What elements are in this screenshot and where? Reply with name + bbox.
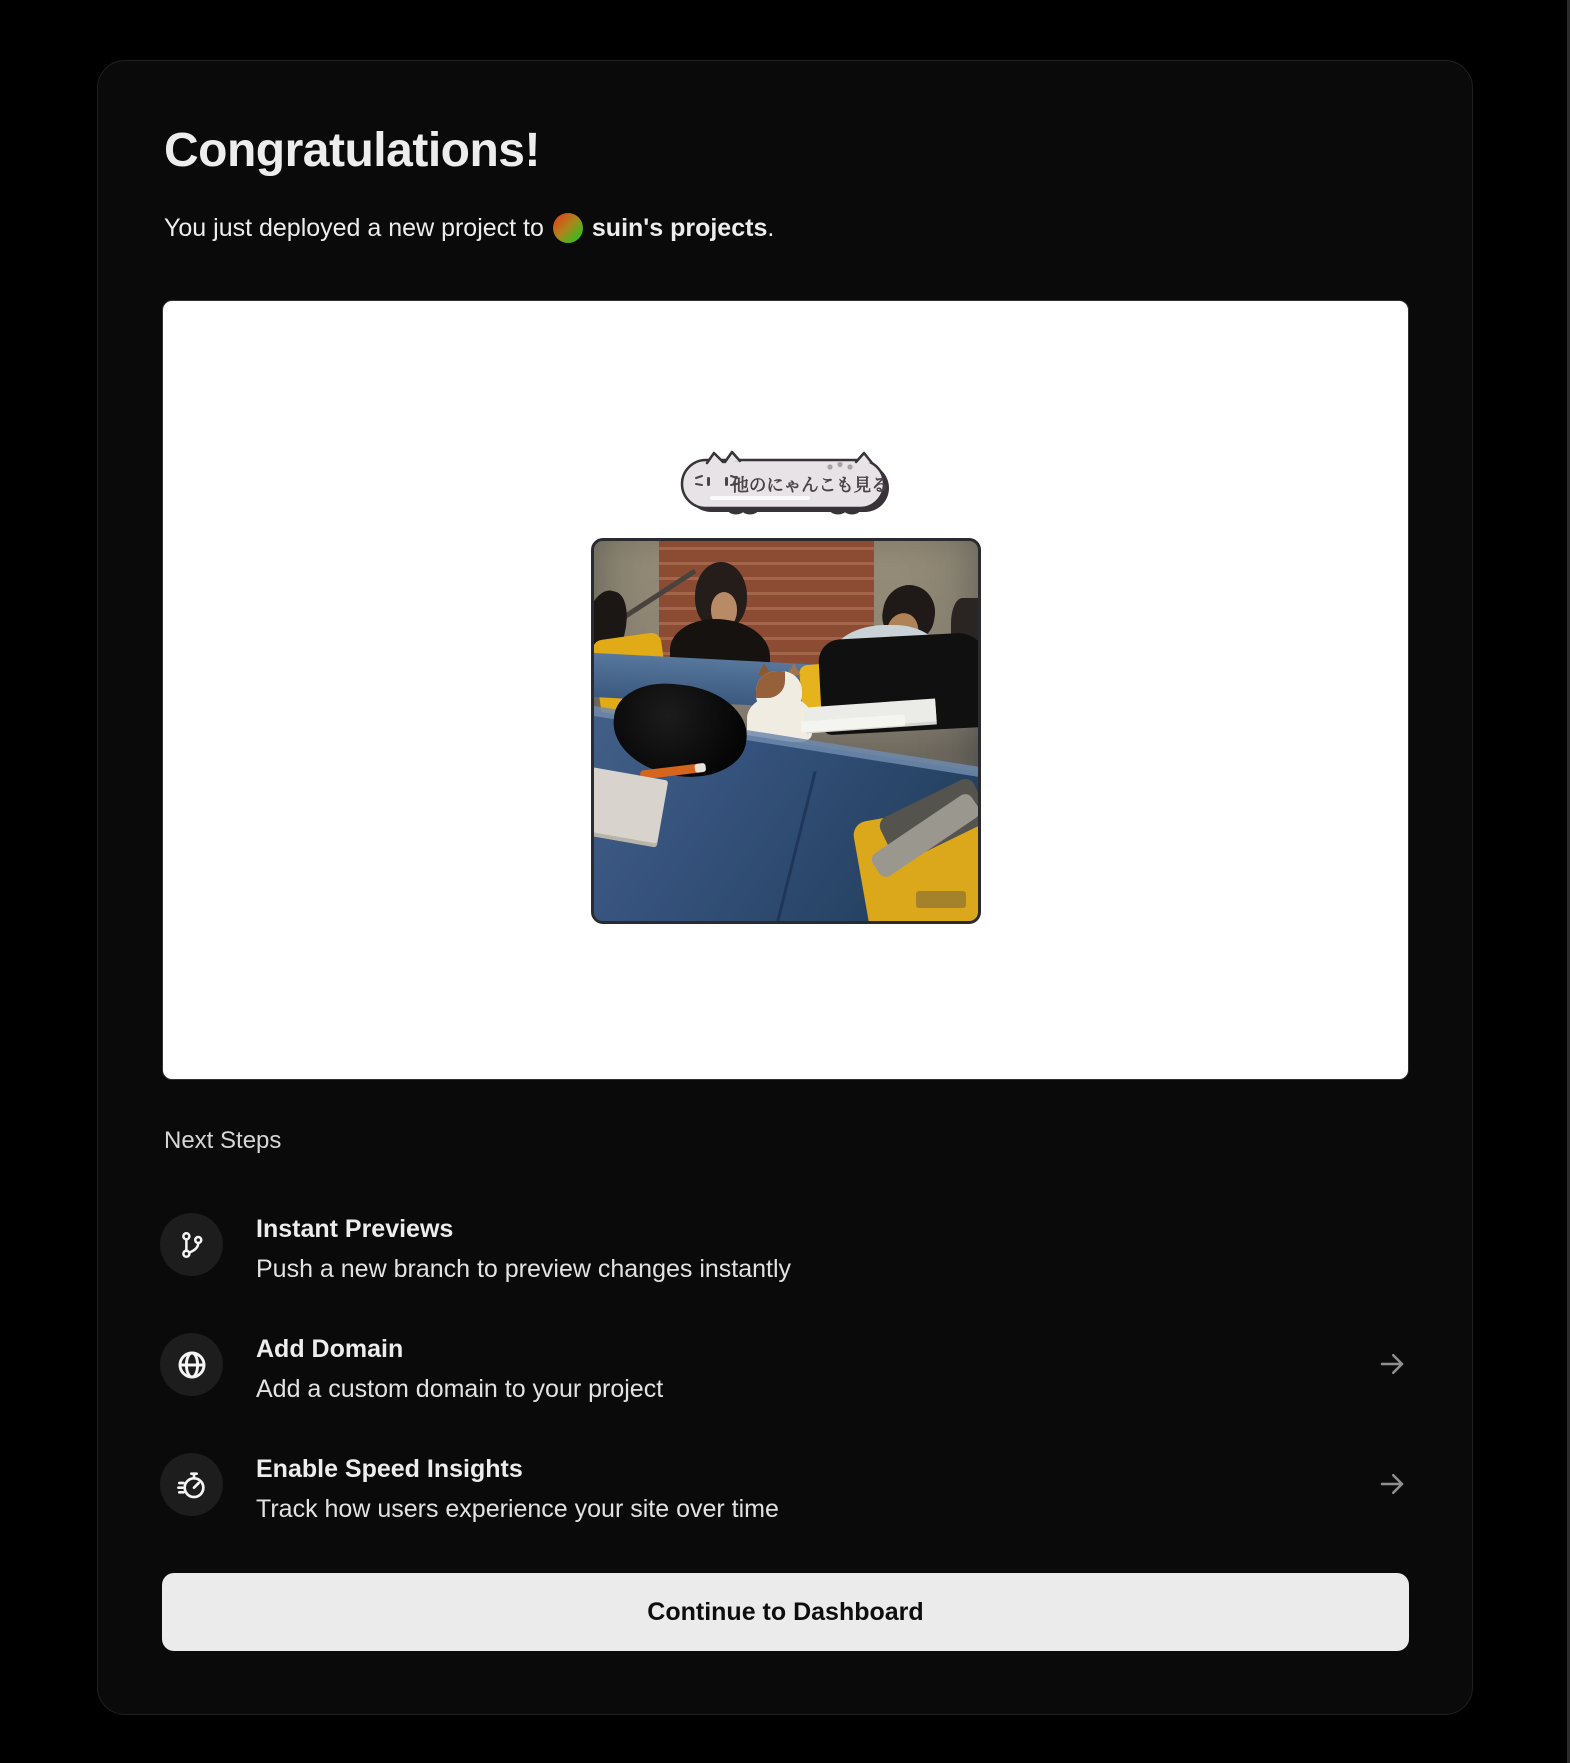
step-add-domain[interactable] xyxy=(160,1333,1412,1403)
team-name-wrap[interactable] xyxy=(592,211,774,245)
step-description: Add a custom domain to your project xyxy=(256,1375,664,1403)
next-steps-heading: Next Steps xyxy=(164,1127,282,1154)
step-title: Enable Speed Insights xyxy=(256,1455,523,1483)
continue-to-dashboard-button[interactable]: Continue to Dashboard xyxy=(162,1573,1409,1651)
globe-icon xyxy=(160,1333,223,1396)
photo-watermark xyxy=(916,891,966,908)
subtitle xyxy=(164,211,774,245)
cat-bubble-graphic xyxy=(680,450,892,518)
deploy-success-card xyxy=(97,60,1473,1715)
page-title: Congratulations! xyxy=(164,124,540,177)
arrow-right-icon[interactable] xyxy=(1377,1349,1407,1379)
step-texts xyxy=(256,1209,791,1289)
step-title: Add Domain xyxy=(256,1335,404,1363)
cat-speech-bubble-button[interactable] xyxy=(680,450,892,518)
arrow-right-icon[interactable] xyxy=(1377,1469,1407,1499)
cat-fur-patch xyxy=(756,671,784,698)
step-description: Track how users experience your site over time xyxy=(256,1495,779,1523)
step-title: Instant Previews xyxy=(256,1215,454,1243)
white-notebook xyxy=(591,766,668,847)
git-branch-icon xyxy=(160,1213,223,1276)
subtitle-prefix: You just deployed a new project to xyxy=(164,214,544,242)
subtitle-period: . xyxy=(767,214,775,242)
team-avatar[interactable] xyxy=(553,213,583,243)
cat-bubble-label: 他のにゃんこも見る xyxy=(730,475,889,495)
classroom-cat-photo xyxy=(591,538,981,924)
stopwatch-icon xyxy=(160,1453,223,1516)
cat-head xyxy=(756,671,802,715)
step-texts xyxy=(256,1329,663,1409)
step-enable-speed-insights[interactable] xyxy=(160,1453,1412,1523)
step-instant-previews xyxy=(160,1213,1412,1283)
team-name[interactable]: suin's projects xyxy=(591,214,768,242)
step-description: Push a new branch to preview changes instantly xyxy=(256,1255,792,1283)
deployment-preview-frame[interactable] xyxy=(162,300,1409,1080)
step-texts xyxy=(256,1449,779,1529)
